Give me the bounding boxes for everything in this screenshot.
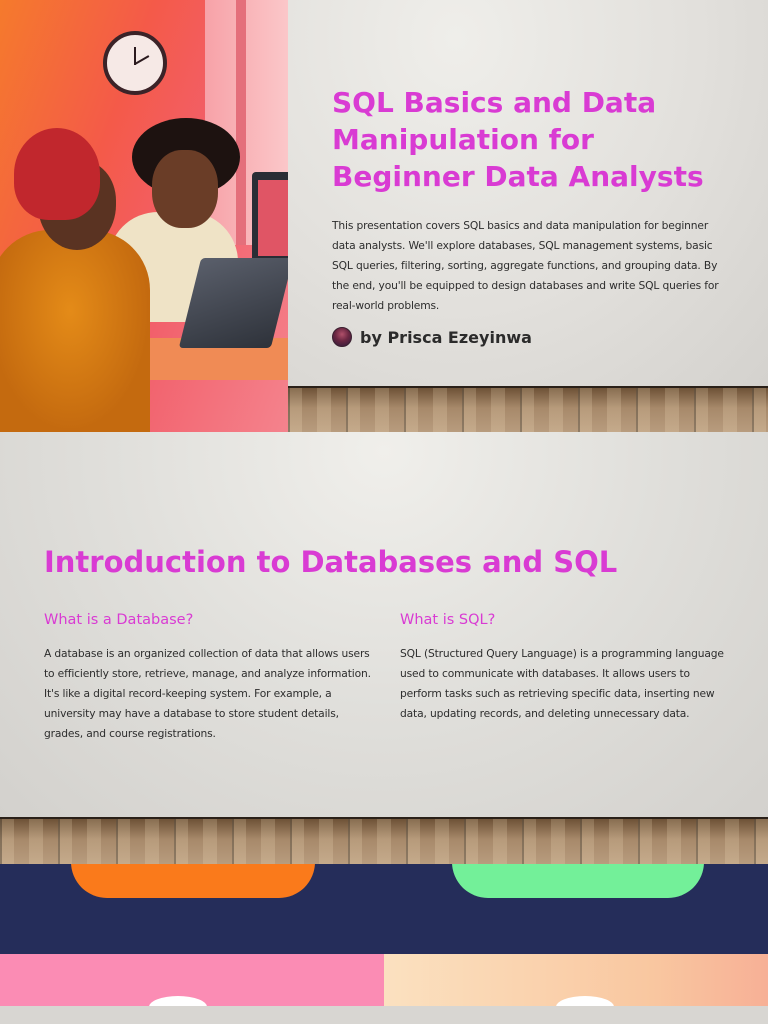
presentation-description: This presentation covers SQL basics and data manipulation for beginner data analysts. We'll explore databases, SQL management systems, basic SQL queries, filtering, sorting, aggregate functions, and grouping data. By the end, you'll be equipped to design databases and write SQL queries for real-world problems. [332,219,719,312]
wood-floor [288,386,768,432]
column-body: SQL (Structured Query Language) is a programming language used to communicate with databases. It allows users to perform tasks such as retrieving specific data, inserting new data, updating records, and deleting unnecessary data. [400,647,724,720]
presentation-title: SQL Basics and Data Manipulation for Beginner Data Analysts [332,86,704,193]
students-with-laptops-photo [0,0,288,432]
clock-icon [103,31,167,95]
author-name: by Prisca Ezeyinwa [360,327,532,347]
wood-floor [0,817,768,864]
column-heading: What is SQL? [400,612,496,628]
column-body: A database is an organized collection of data that allows users to efficiently store, retrieve, manage, and analyze information. It's like a digital record-keeping system. For example, a university may have a database to store student details, grades, and course registrations. [44,647,371,740]
database-column [44,612,374,744]
author-byline [332,327,532,347]
avatar [332,327,352,347]
green-card [452,864,704,898]
next-slide-preview [0,864,768,1006]
sql-column [400,612,730,724]
orange-card [71,864,315,898]
column-heading: What is a Database? [44,612,194,628]
slide-title: Introduction to Databases and SQL [44,545,618,579]
